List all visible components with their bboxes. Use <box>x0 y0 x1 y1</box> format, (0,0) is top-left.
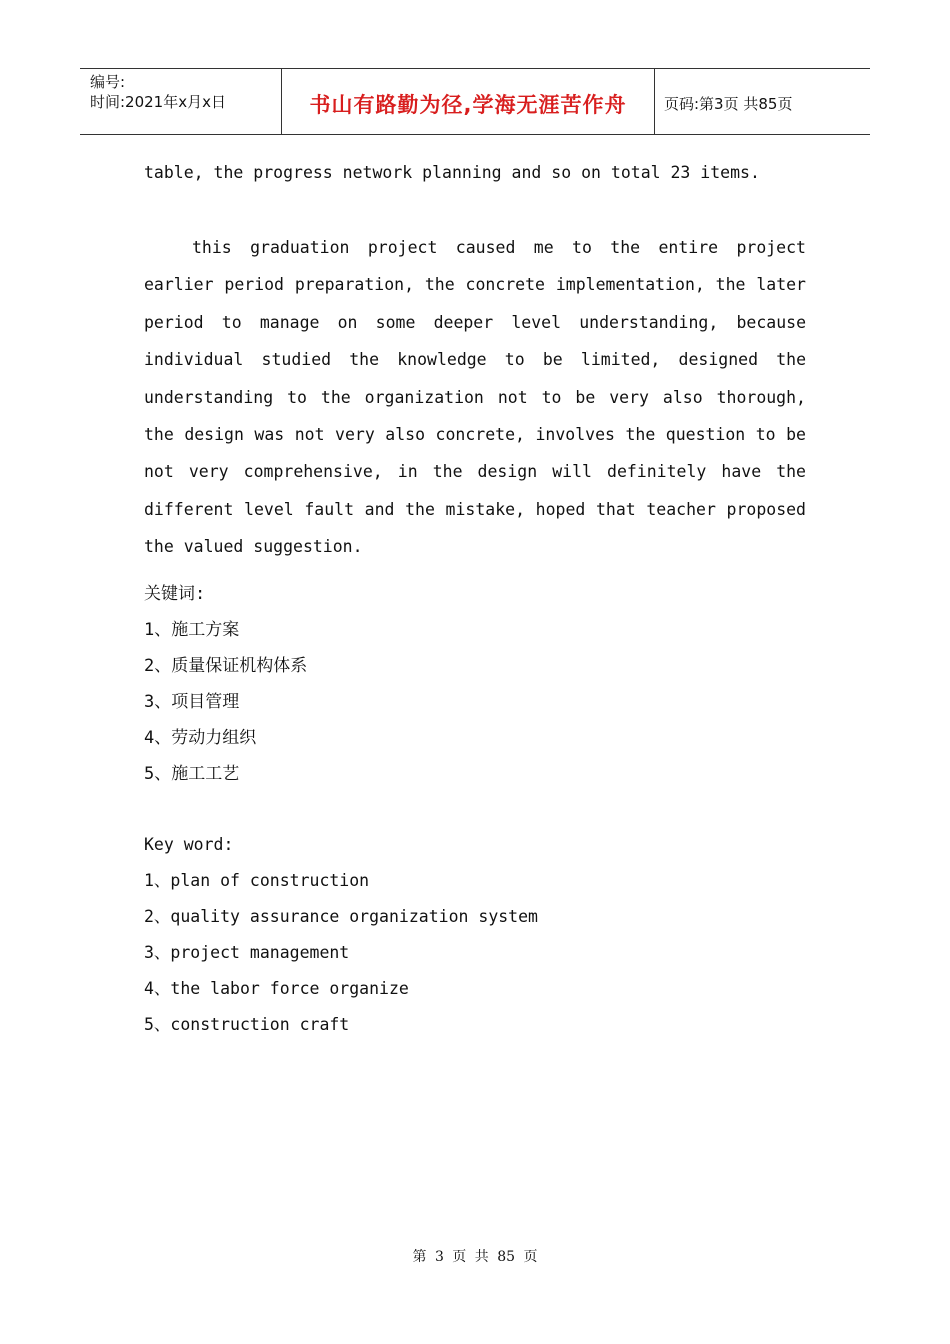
keywords-cn-section <box>144 576 307 792</box>
keyword-cn-item: 3、项目管理 <box>144 692 240 712</box>
header-page-info: 页码:第3页 共85页 <box>664 95 793 113</box>
document-header <box>80 68 870 135</box>
body-paragraph: this graduation project caused me to the entire project earlier period preparation, the concrete implementation, the later period to manage on some deeper level understanding, because individual studied the knowledge to be limited, designed the understanding to the organization not to be very also thorough, the design was not very also concrete, involves the question to be not very comprehensive, in the design will definitely have the different level fault and the mistake, hoped that teacher proposed the valued suggestion. <box>144 238 806 557</box>
time-label: 时间:2021年x月x日 <box>90 93 226 111</box>
keyword-en-item: 1、plan of construction <box>144 871 370 890</box>
header-motto: 书山有路勤为径,学海无涯苦作舟 <box>309 93 627 117</box>
keyword-cn-item: 2、质量保证机构体系 <box>144 656 308 676</box>
keyword-cn-item: 5、施工工艺 <box>144 764 240 784</box>
keyword-cn-item: 4、劳动力组织 <box>144 728 257 748</box>
keywords-en-section <box>144 827 538 1043</box>
keyword-en-item: 2、quality assurance organization system <box>144 907 538 926</box>
keyword-en-item: 4、the labor force organize <box>144 979 409 998</box>
keyword-cn-item: 1、施工方案 <box>144 620 240 640</box>
header-divider <box>654 69 655 135</box>
keywords-en-title: Key word: <box>144 835 234 854</box>
code-label: 编号: <box>90 73 126 91</box>
keyword-en-item: 5、construction craft <box>144 1015 350 1034</box>
keywords-cn-title: 关键词: <box>144 584 206 604</box>
continuation-line: table, the progress network planning and so on total 23 items. <box>144 163 760 182</box>
header-meta <box>90 72 226 112</box>
page-footer: 第 3 页 共 85 页 <box>412 1249 538 1265</box>
keyword-en-item: 3、project management <box>144 943 350 962</box>
